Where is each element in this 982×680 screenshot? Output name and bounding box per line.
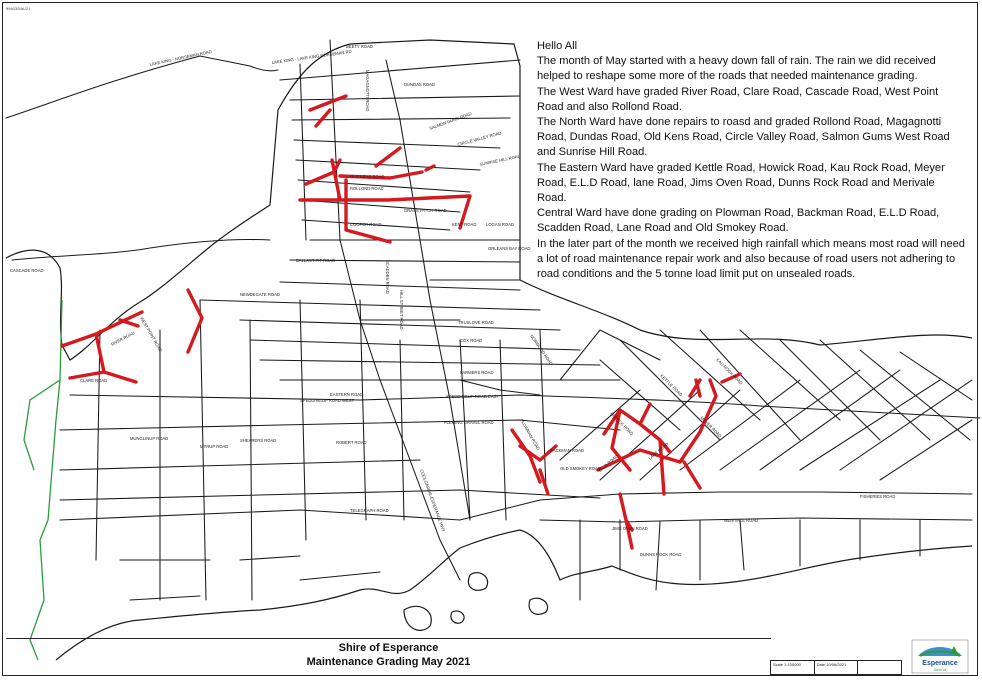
road-label: HOWICK ROAD [609,411,635,437]
road-label: DUNDAS ROAD [404,82,435,87]
road-label: COX ROAD [460,338,483,343]
title-line-2: Maintenance Grading May 2021 [306,656,471,668]
road-label: SPEDDINGUP ROAD EAST [446,394,499,399]
road-label: KENT ROAD [452,222,477,227]
road-label: FISHERIES ROAD [860,494,896,499]
road-label: RIVER ROAD [110,330,136,347]
road-label: FARMERS ROAD [460,370,494,375]
road-label: WEST POINT ROAD [139,316,164,353]
notes-paragraph: In the later part of the month we received high rainfall which means most road will need a lot of road maintenance repair work and also because of road users not adhering to road conditions and the 5 tonne load limit put on unsealed roads. [537,237,965,281]
blank-cell [858,661,901,674]
date-cell: Date 10/06/2021 [815,661,859,674]
road-label: CIRCLE VALLEY ROAD [456,130,502,147]
road-label: MUNGLINUP ROAD [130,436,169,441]
scale-cell: Scale 1:100000 [771,661,815,674]
notes-paragraph: The North Ward have done repairs to roasd and graded Rollond Road, Magagnotti Road, Dundas Road, Old Kens Road, Circle Valley Road, Salmon Gums West Road and Sunrise Hill Road. [537,116,950,159]
logo-tagline: Shire of [933,668,947,672]
road-label: LOGAN ROAD [486,222,514,227]
road-label: SPEDDINGUP ROAD WEST [300,398,355,403]
road-label: TRUSLOVE ROAD [458,320,494,325]
road-label: COOPER ROAD [350,222,382,227]
road-label: SUNRISE HILL ROAD [479,153,522,167]
road-label: SCADDEN ROAD [385,260,390,294]
road-label: TELEGRAPH ROAD [350,508,389,513]
road-label: MYRUP ROAD [200,444,229,449]
road-label: HILL STREET ROAD [399,290,404,330]
road-label: LANE ROAD [647,441,670,461]
road-label: E.L.D ROAD [597,453,619,473]
road-label: NORWOOD ROAD [529,333,554,367]
road-label: OLD KENS ROAD [350,174,385,179]
road-label: BACKMAN ROAD [550,448,584,453]
road-label: LAKE KING - LAKE KING NORSEMAN RD [271,48,352,65]
road-label: MAGAGNOTTI ROAD [365,70,370,112]
road-label: BEETY ROAD [346,44,373,49]
road-label: ROLLOND ROAD [350,186,384,191]
info-cells [770,660,902,675]
road-label: LAKE KING - NORSEMAN ROAD [149,48,213,67]
road-label: JIMS OVEN ROAD [612,526,648,531]
road-label: ORLEANS BAY ROAD [488,246,531,251]
road-label: KETTLE ROAD [659,373,684,398]
road-label: BALLAST PIT ROAD [296,258,336,263]
maintenance-notes [537,39,967,282]
road-label: SALMON GUMS ROAD [428,110,473,131]
road-label: KAU ROCK ROAD [715,357,744,386]
road-label: FLEMING GRAVEL ROAD [444,420,494,425]
road-label: DUNNS ROCK ROAD [640,552,682,557]
road-label: ROBERT ROAD [336,440,367,445]
road-label: GRASS PATCH ROAD [404,208,447,213]
road-label: SHEARERS ROAD [240,438,277,443]
road-label: CASCADE ROAD [10,268,44,273]
road-label: MERIVALE ROAD [724,518,759,523]
notes-paragraph: The West Ward have graded River Road, Clare Road, Cascade Road, West Point Road and also Rollond Road. [537,85,939,113]
logo-name: Esperance [922,660,958,667]
road-label: PLOWMAN ROAD [519,418,541,451]
title-line-1: Shire of Esperance [338,642,439,654]
title-block [6,638,771,675]
road-label: CLARE ROAD [80,378,108,383]
notes-paragraph: Central Ward have done grading on Plowman Road, Backman Road, E.L.D Road, Scadden Road, Lane Road and Old Smokey Road. [537,207,940,235]
notes-paragraph: The month of May started with a heavy down fall of rain. The rain we did received helped to reshape some more of the roads that needed maintenance grading. [537,55,936,83]
road-label: NEWDEGATE ROAD [240,292,280,297]
esperance-logo [910,638,970,675]
road-label: OLD SMOKEY ROAD [560,466,601,471]
road-label: COOLGARDIE-ESPERANCE HWY [419,468,447,533]
road-label: MEYER ROAD [699,415,723,439]
road-label: EASTERN ROAD [330,392,364,397]
notes-greeting: Hello All [537,40,578,52]
notes-paragraph: The Eastern Ward have graded Kettle Road, Howick Road, Kau Rock Road, Meyer Road, E.L.D Road, lane Road, Jims Oven Road, Dunns Rock Road and Merivale Road. [537,161,945,205]
document-reference: 99403/5AU21 [6,6,31,11]
